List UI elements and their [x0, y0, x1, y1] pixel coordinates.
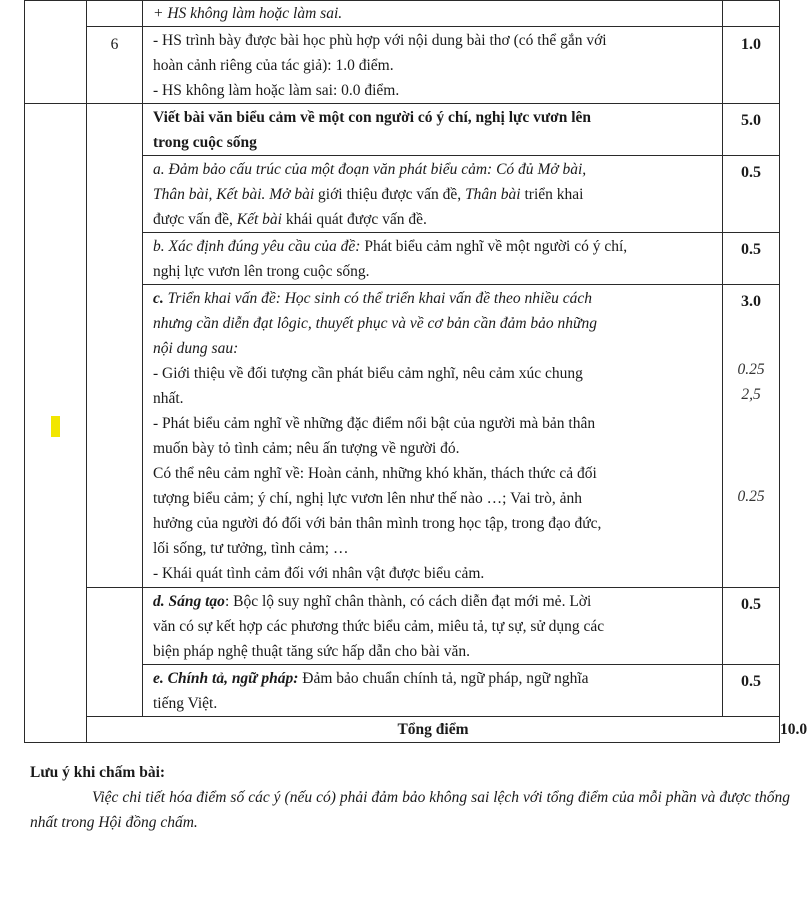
essay-title-line: Viết bài văn biểu cảm về một con người có ý chí, nghị lực vươn lên — [153, 109, 592, 126]
criteria-line: - Phát biểu cảm nghĩ về những đặc điểm nổi bật của người mà bản thân — [153, 415, 596, 432]
criteria-text: Đảm bảo chuẩn chính tả, ngữ pháp, ngữ nghĩa — [302, 670, 589, 687]
subquestion-cell — [87, 104, 143, 588]
sub-score-value: 0.25 — [737, 361, 765, 378]
criteria-text: Mở bài — [269, 186, 315, 203]
criteria-text: Thân bài — [465, 186, 521, 203]
criteria-text: giới thiệu được vấn đề, — [318, 186, 462, 203]
criteria-cell — [143, 233, 723, 285]
criteria-text: Triển khai vấn đề: Học sinh có thể triển khai vấn đề theo nhiều cách — [167, 290, 593, 307]
score-cell — [723, 665, 780, 717]
subquestion-cell — [87, 1, 143, 27]
criteria-text: nghị lực vươn lên trong cuộc sống. — [153, 263, 370, 280]
criteria-text: nội dung sau: — [153, 340, 239, 357]
table-row — [25, 1, 780, 27]
criteria-text: văn có sự kết hợp các phương thức biểu cảm, miêu tả, tự sự, sử dụng các — [153, 618, 605, 635]
essay-title-line: trong cuộc sống — [153, 134, 257, 151]
scoring-table — [24, 0, 807, 743]
criteria-cell — [143, 588, 723, 665]
score-value: 0.5 — [741, 673, 761, 690]
criteria-line: tượng biểu cảm; ý chí, nghị lực vươn lên như thế nào …; Vai trò, ảnh — [153, 490, 582, 507]
score-value: 0.5 — [741, 596, 761, 613]
score-cell — [723, 27, 780, 104]
criteria-text: biện pháp nghệ thuật tăng sức hấp dẫn cho bài văn. — [153, 643, 471, 660]
essay-title-cell — [143, 104, 723, 156]
criteria-line: nhất. — [153, 390, 184, 407]
criteria-line: hoàn cảnh riêng của tác giả): 1.0 điểm. — [153, 57, 394, 74]
criteria-text: a. Đảm bảo cấu trúc của một đoạn văn phát biểu cảm: Có đủ — [153, 161, 534, 178]
criteria-cell — [143, 27, 723, 104]
score-cell — [723, 233, 780, 285]
sub-score-value: 0.25 — [737, 488, 765, 505]
score-cell — [723, 285, 780, 588]
criteria-cell — [143, 285, 723, 588]
criteria-text: Phát biểu cảm nghĩ về một người có ý chí, — [364, 238, 628, 255]
criteria-label: e. Chính tả, ngữ pháp: — [153, 670, 299, 687]
criteria-text: nhưng cần diễn đạt lôgic, thuyết phục và về cơ bản cần đảm bảo những — [153, 315, 598, 332]
score-cell — [723, 1, 780, 27]
section-cell — [25, 1, 87, 104]
criteria-cell — [143, 156, 723, 233]
criteria-text: tiếng Việt. — [153, 695, 218, 712]
total-label: Tổng điểm — [87, 717, 780, 743]
score-value: 5.0 — [741, 112, 761, 129]
score-value: 0.5 — [741, 164, 761, 181]
criteria-text: khái quát được vấn đề. — [285, 211, 427, 228]
subquestion-cell — [87, 27, 143, 104]
criteria-text: Thân bài, Kết bài. — [153, 186, 266, 203]
criteria-line: - Khái quát tình cảm đối với nhân vật được biểu cảm. — [153, 565, 485, 582]
criteria-line: - HS trình bày được bài học phù hợp với nội dung bài thơ (có thể gắn với — [153, 32, 607, 49]
question-number: 6 — [110, 36, 119, 53]
continuation-text: + HS không làm hoặc làm sai. — [153, 5, 343, 22]
score-value: 0.5 — [741, 241, 761, 258]
score-cell — [723, 588, 780, 665]
criteria-label: d. Sáng tạo — [153, 593, 225, 610]
table-row: Tổng điểm 10.0 — [25, 717, 780, 743]
criteria-text: triển khai — [524, 186, 584, 203]
criteria-text: Mở bài, — [537, 161, 587, 178]
table-row — [25, 588, 780, 665]
notes-title: Lưu ý khi chấm bài: — [30, 764, 166, 781]
score-cell — [723, 156, 780, 233]
criteria-text: b. Xác định đúng yêu cầu của đề: — [153, 238, 361, 255]
criteria-label: c. — [153, 290, 164, 307]
table-row — [25, 104, 780, 156]
criteria-text: được vấn đề, — [153, 211, 233, 228]
score-value: 1.0 — [741, 36, 761, 53]
sub-score-value: 2,5 — [741, 386, 761, 403]
subquestion-cell — [87, 588, 143, 717]
criteria-cell — [143, 1, 723, 27]
notes-body: Việc chi tiết hóa điểm số các ý (nếu có) phải đảm bảo không sai lệch với tổng điểm của mỗi phần và được thống nhất trong Hội đồng chấm. — [30, 789, 790, 831]
criteria-text: : Bộc lộ suy nghĩ chân thành, có cách diễn đạt mới mẻ. Lời — [224, 593, 592, 610]
score-value: 3.0 — [741, 293, 761, 310]
criteria-text: Kết bài — [236, 211, 282, 228]
criteria-line: - Giới thiệu về đối tượng cần phát biểu cảm nghĩ, nêu cảm xúc chung — [153, 365, 583, 382]
criteria-line: - HS không làm hoặc làm sai: 0.0 điểm. — [153, 82, 400, 99]
score-cell — [723, 104, 780, 156]
highlight-marker — [51, 416, 60, 437]
criteria-line: lối sống, tư tưởng, tình cảm; … — [153, 540, 349, 557]
criteria-line: hưởng của người đó đối với bản thân mình trong học tập, trong đạo đức, — [153, 515, 602, 532]
criteria-line: muốn bày tỏ tình cảm; nêu ấn tượng về người đó. — [153, 440, 460, 457]
criteria-line: Có thể nêu cảm nghĩ về: Hoàn cảnh, những khó khăn, thách thức cả đối — [153, 465, 597, 482]
criteria-cell — [143, 665, 723, 717]
grading-notes — [30, 760, 790, 835]
table-row — [25, 27, 780, 104]
